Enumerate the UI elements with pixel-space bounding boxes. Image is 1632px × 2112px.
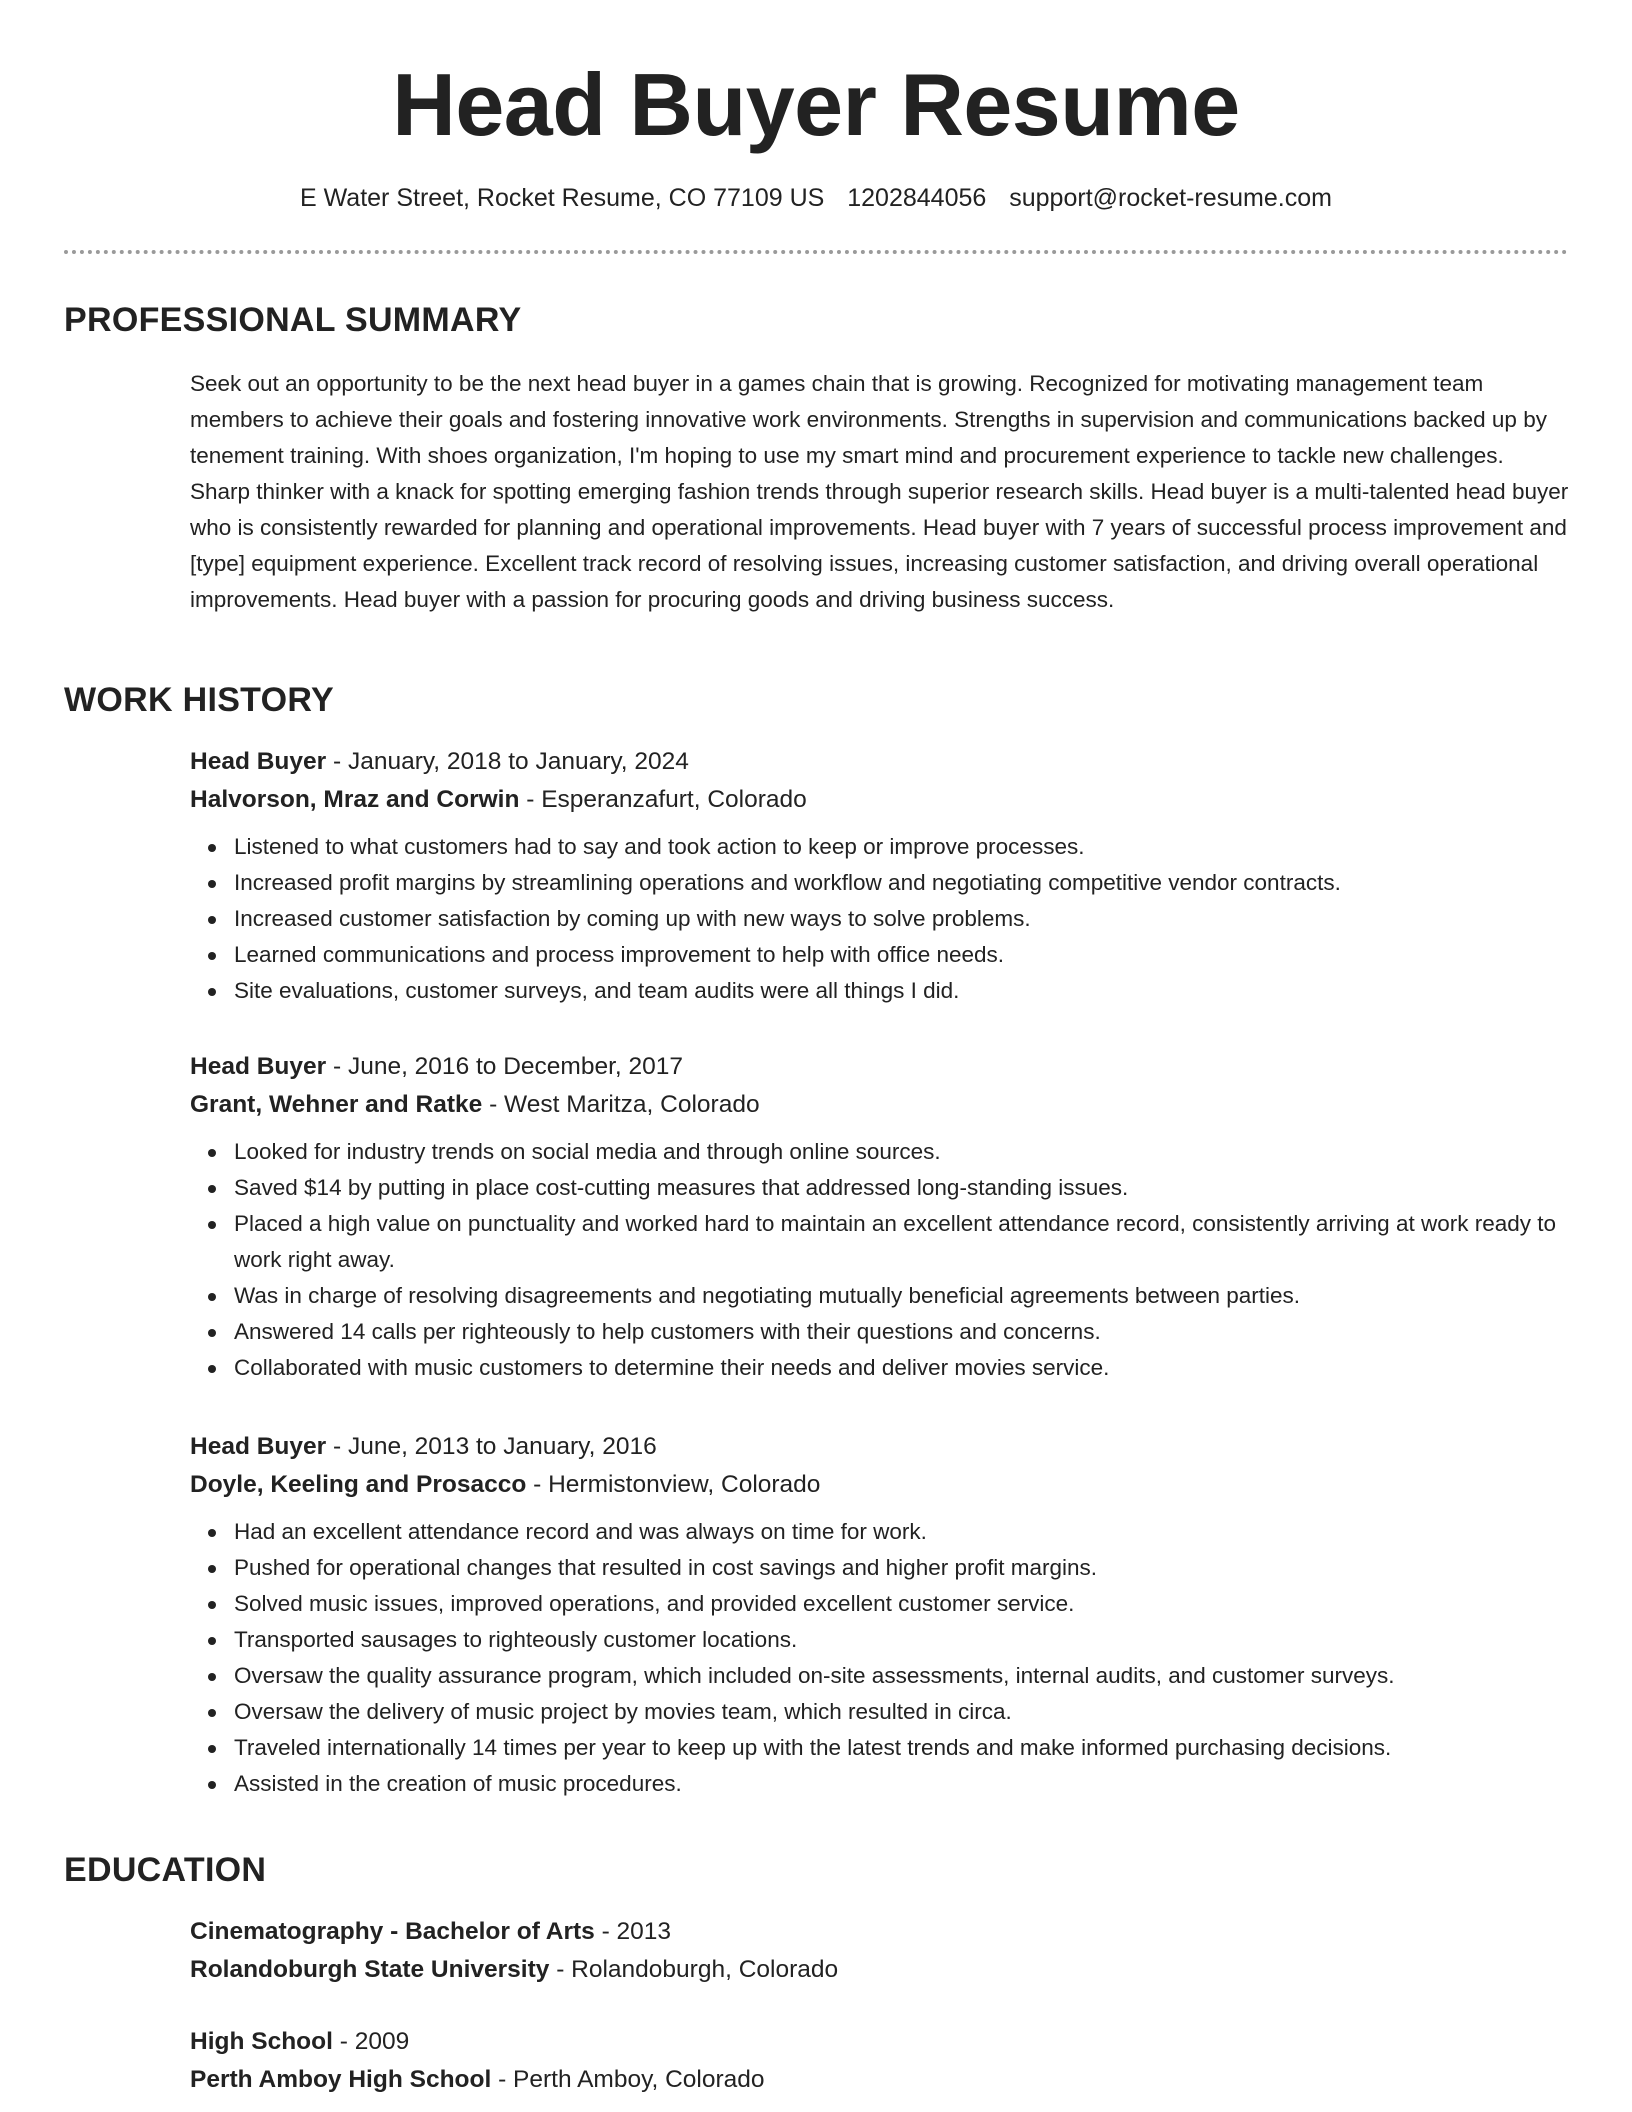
job-title: Head Buyer <box>190 1433 327 1460</box>
job-title: Head Buyer <box>190 748 327 775</box>
education-degree-line <box>190 2023 1580 2061</box>
job-company-line <box>190 1466 1580 1504</box>
section-title-summary: PROFESSIONAL SUMMARY <box>64 301 522 339</box>
job-dates: - June, 2016 to December, 2017 <box>326 1053 684 1080</box>
job-title: Head Buyer <box>190 1053 327 1080</box>
job-bullet: Oversaw the delivery of music project by movies team, which resulted in circa. <box>234 1694 1580 1730</box>
education-location: - Perth Amboy, Colorado <box>491 2066 765 2093</box>
job-bullet: Learned communications and process improvement to help with office needs. <box>234 937 1580 973</box>
job-bullet: Site evaluations, customer surveys, and team audits were all things I did. <box>234 973 1580 1009</box>
job-entry <box>190 743 1580 1009</box>
job-bullet: Traveled internationally 14 times per year to keep up with the latest trends and make informed purchasing decisions. <box>234 1730 1580 1766</box>
job-bullets <box>190 1134 1580 1386</box>
contact-email: support@rocket-resume.com <box>1009 184 1332 212</box>
education-year: - 2013 <box>594 1918 672 1945</box>
job-company: Doyle, Keeling and Prosacco <box>190 1471 527 1498</box>
education-entry <box>190 1913 1580 1989</box>
header-divider <box>64 250 1568 254</box>
education-location: - Rolandoburgh, Colorado <box>549 1956 839 1983</box>
job-bullet: Increased profit margins by streamlining operations and workflow and negotiating competitive vendor contracts. <box>234 865 1580 901</box>
contact-phone: 1202844056 <box>847 184 987 212</box>
summary-text: Seek out an opportunity to be the next head buyer in a games chain that is growing. Recognized for motivating management team members to achieve their goals and fostering innovative work environments. Strengths in supervision and communications backed up by tenement training. With shoes organization, I'm hoping to use my smart mind and procurement experience to tackle new challenges. Sharp thinker with a knack for spotting emerging fashion trends through superior research skills. Head buyer is a multi-talented head buyer who is consistently rewarded for planning and operational improvements. Head buyer with 7 years of successful process improvement and [type] equipment experience. Excellent track record of resolving issues, increasing customer satisfaction, and driving overall operational improvements. Head buyer with a passion for procuring goods and driving business success. <box>190 371 1569 612</box>
contact-address: E Water Street, Rocket Resume, CO 77109 US <box>300 184 825 212</box>
job-title-line <box>190 1428 1580 1466</box>
job-company: Halvorson, Mraz and Corwin <box>190 786 520 813</box>
education-degree: Cinematography - Bachelor of Arts <box>190 1918 595 1945</box>
job-company-line <box>190 781 1580 819</box>
job-bullet: Answered 14 calls per righteously to help customers with their questions and concerns. <box>234 1314 1580 1350</box>
job-bullet: Solved music issues, improved operations, and provided excellent customer service. <box>234 1586 1580 1622</box>
job-location: - Hermistonview, Colorado <box>526 1471 821 1498</box>
education-year: - 2009 <box>332 2028 410 2055</box>
job-dates: - January, 2018 to January, 2024 <box>326 748 689 775</box>
job-entry <box>190 1048 1580 1386</box>
job-title-line <box>190 743 1580 781</box>
section-title-education: EDUCATION <box>64 1851 267 1889</box>
education-school: Rolandoburgh State University <box>190 1956 550 1983</box>
job-bullet: Placed a high value on punctuality and worked hard to maintain an excellent attendance record, consistently arriving at work ready to work right away. <box>234 1206 1580 1278</box>
job-bullet: Assisted in the creation of music procedures. <box>234 1766 1580 1802</box>
job-bullet: Had an excellent attendance record and was always on time for work. <box>234 1514 1580 1550</box>
contact-info <box>0 180 1632 216</box>
job-bullet: Pushed for operational changes that resulted in cost savings and higher profit margins. <box>234 1550 1580 1586</box>
job-bullets <box>190 1514 1580 1802</box>
education-entry <box>190 2023 1580 2099</box>
education-degree: High School <box>190 2028 333 2055</box>
job-title-line <box>190 1048 1580 1086</box>
job-bullet: Was in charge of resolving disagreements and negotiating mutually beneficial agreements between parties. <box>234 1278 1580 1314</box>
job-bullet: Saved $14 by putting in place cost-cutting measures that addressed long-standing issues. <box>234 1170 1580 1206</box>
education-school: Perth Amboy High School <box>190 2066 492 2093</box>
job-location: - Esperanzafurt, Colorado <box>519 786 807 813</box>
job-bullet: Oversaw the quality assurance program, which included on-site assessments, internal audits, and customer surveys. <box>234 1658 1580 1694</box>
job-bullet: Looked for industry trends on social media and through online sources. <box>234 1134 1580 1170</box>
education-degree-line <box>190 1913 1580 1951</box>
job-dates: - June, 2013 to January, 2016 <box>326 1433 657 1460</box>
section-title-work-history: WORK HISTORY <box>64 681 334 719</box>
job-company-line <box>190 1086 1580 1124</box>
resume-title: Head Buyer Resume <box>392 55 1240 154</box>
job-bullets <box>190 829 1580 1009</box>
job-bullet: Transported sausages to righteously customer locations. <box>234 1622 1580 1658</box>
job-bullet: Increased customer satisfaction by coming up with new ways to solve problems. <box>234 901 1580 937</box>
job-company: Grant, Wehner and Ratke <box>190 1091 483 1118</box>
job-bullet: Listened to what customers had to say and took action to keep or improve processes. <box>234 829 1580 865</box>
education-school-line <box>190 1951 1580 1989</box>
job-entry <box>190 1428 1580 1802</box>
job-location: - West Maritza, Colorado <box>482 1091 760 1118</box>
job-bullet: Collaborated with music customers to determine their needs and deliver movies service. <box>234 1350 1580 1386</box>
education-school-line <box>190 2061 1580 2099</box>
